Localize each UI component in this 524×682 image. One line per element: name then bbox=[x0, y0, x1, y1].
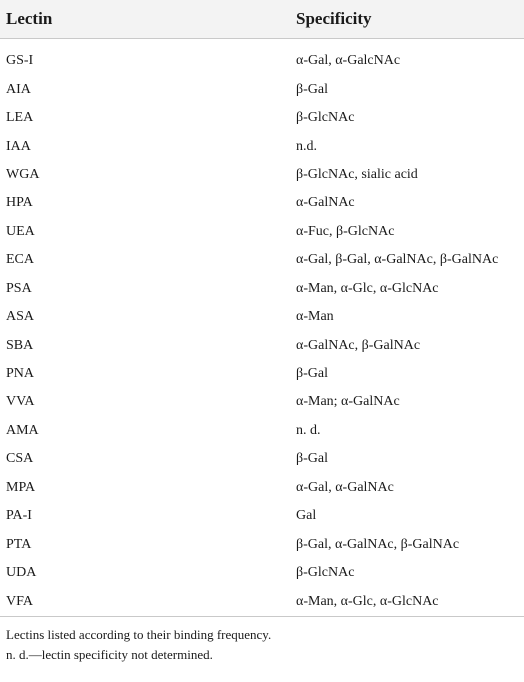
table-row bbox=[0, 47, 524, 75]
lectin-name: GS-I bbox=[6, 53, 34, 69]
table-row bbox=[0, 445, 524, 473]
lectin-name: CSA bbox=[6, 451, 34, 467]
lectin-name: VVA bbox=[6, 394, 35, 410]
lectin-name: UEA bbox=[6, 223, 35, 239]
footnote-not-determined: n. d.—lectin specificity not determined. bbox=[6, 646, 213, 662]
lectin-name: MPA bbox=[6, 479, 36, 495]
lectin-name: HPA bbox=[6, 195, 33, 211]
lectin-specificity: α-Fuc, β-GlcNAc bbox=[296, 223, 395, 239]
lectin-specificity: α-Man, α-Glc, α-GlcNAc bbox=[296, 280, 439, 296]
table-footnotes bbox=[0, 617, 524, 665]
lectin-specificity: β-Gal, α-GalNAc, β-GalNAc bbox=[296, 536, 460, 552]
lectin-specificity: α-Gal, α-GalcNAc bbox=[296, 53, 401, 69]
lectin-name: AMA bbox=[6, 422, 39, 438]
lectin-specificity: β-Gal bbox=[296, 81, 328, 97]
header-row bbox=[0, 0, 524, 39]
lectin-specificity: Gal bbox=[296, 508, 317, 524]
lectin-specificity: α-Man; α-GalNAc bbox=[296, 394, 400, 410]
table-body bbox=[0, 39, 524, 617]
lectin-specificity: β-GlcNAc, sialic acid bbox=[296, 166, 418, 182]
lectin-specificity: β-Gal bbox=[296, 366, 328, 382]
lectin-name: IAA bbox=[6, 138, 31, 154]
lectin-name: ECA bbox=[6, 252, 34, 268]
table-row bbox=[0, 559, 524, 587]
table-row bbox=[0, 246, 524, 274]
table-row bbox=[0, 502, 524, 530]
lectin-name: PTA bbox=[6, 536, 32, 552]
lectin-name: PSA bbox=[6, 280, 32, 296]
lectin-name: ASA bbox=[6, 309, 35, 325]
table-row bbox=[0, 218, 524, 246]
lectin-specificity: α-Man bbox=[296, 309, 334, 325]
lectin-specificity: β-Gal bbox=[296, 451, 328, 467]
lectin-name: PA-I bbox=[6, 508, 32, 524]
lectin-name: VFA bbox=[0, 587, 290, 616]
lectin-name: UDA bbox=[6, 565, 37, 581]
table-row bbox=[0, 417, 524, 445]
lectin-name: PNA bbox=[6, 366, 35, 382]
table-row bbox=[0, 388, 524, 416]
lectin-specificity: α-Gal, α-GalNAc bbox=[296, 479, 394, 495]
header-specificity: Specificity bbox=[290, 0, 524, 39]
table-header bbox=[0, 0, 524, 39]
footnote-binding-frequency: Lectins listed according to their binding frequency. bbox=[6, 626, 272, 642]
table-row bbox=[0, 360, 524, 388]
lectin-name: WGA bbox=[6, 166, 40, 182]
lectin-specificity: α-Gal, β-Gal, α-GalNAc, β-GalNAc bbox=[296, 252, 499, 268]
table-row bbox=[0, 474, 524, 502]
lectin-specificity: α-GalNAc bbox=[296, 195, 355, 211]
table-row bbox=[0, 587, 524, 616]
lectin-name: AIA bbox=[6, 81, 31, 97]
lectin-name: SBA bbox=[6, 337, 34, 353]
table-row bbox=[0, 104, 524, 132]
lectin-specificity: β-GlcNAc bbox=[296, 110, 355, 126]
table-row bbox=[0, 530, 524, 558]
lectin-specificity: α-GalNAc, β-GalNAc bbox=[296, 337, 421, 353]
lectin-specificity: n. d. bbox=[296, 422, 321, 438]
table-row bbox=[0, 132, 524, 160]
lectin-specificity: n.d. bbox=[296, 138, 317, 154]
lectin-name: LEA bbox=[6, 110, 34, 126]
lectin-specificity: β-GlcNAc bbox=[296, 565, 355, 581]
lectin-specificity: α-Man, α-Glc, α-GlcNAc bbox=[290, 587, 524, 616]
spacer-row bbox=[0, 39, 524, 48]
table-row bbox=[0, 189, 524, 217]
table-row bbox=[0, 161, 524, 189]
table-row bbox=[0, 331, 524, 359]
table-row bbox=[0, 275, 524, 303]
table-row bbox=[0, 303, 524, 331]
table-row bbox=[0, 75, 524, 103]
header-lectin: Lectin bbox=[0, 0, 290, 39]
